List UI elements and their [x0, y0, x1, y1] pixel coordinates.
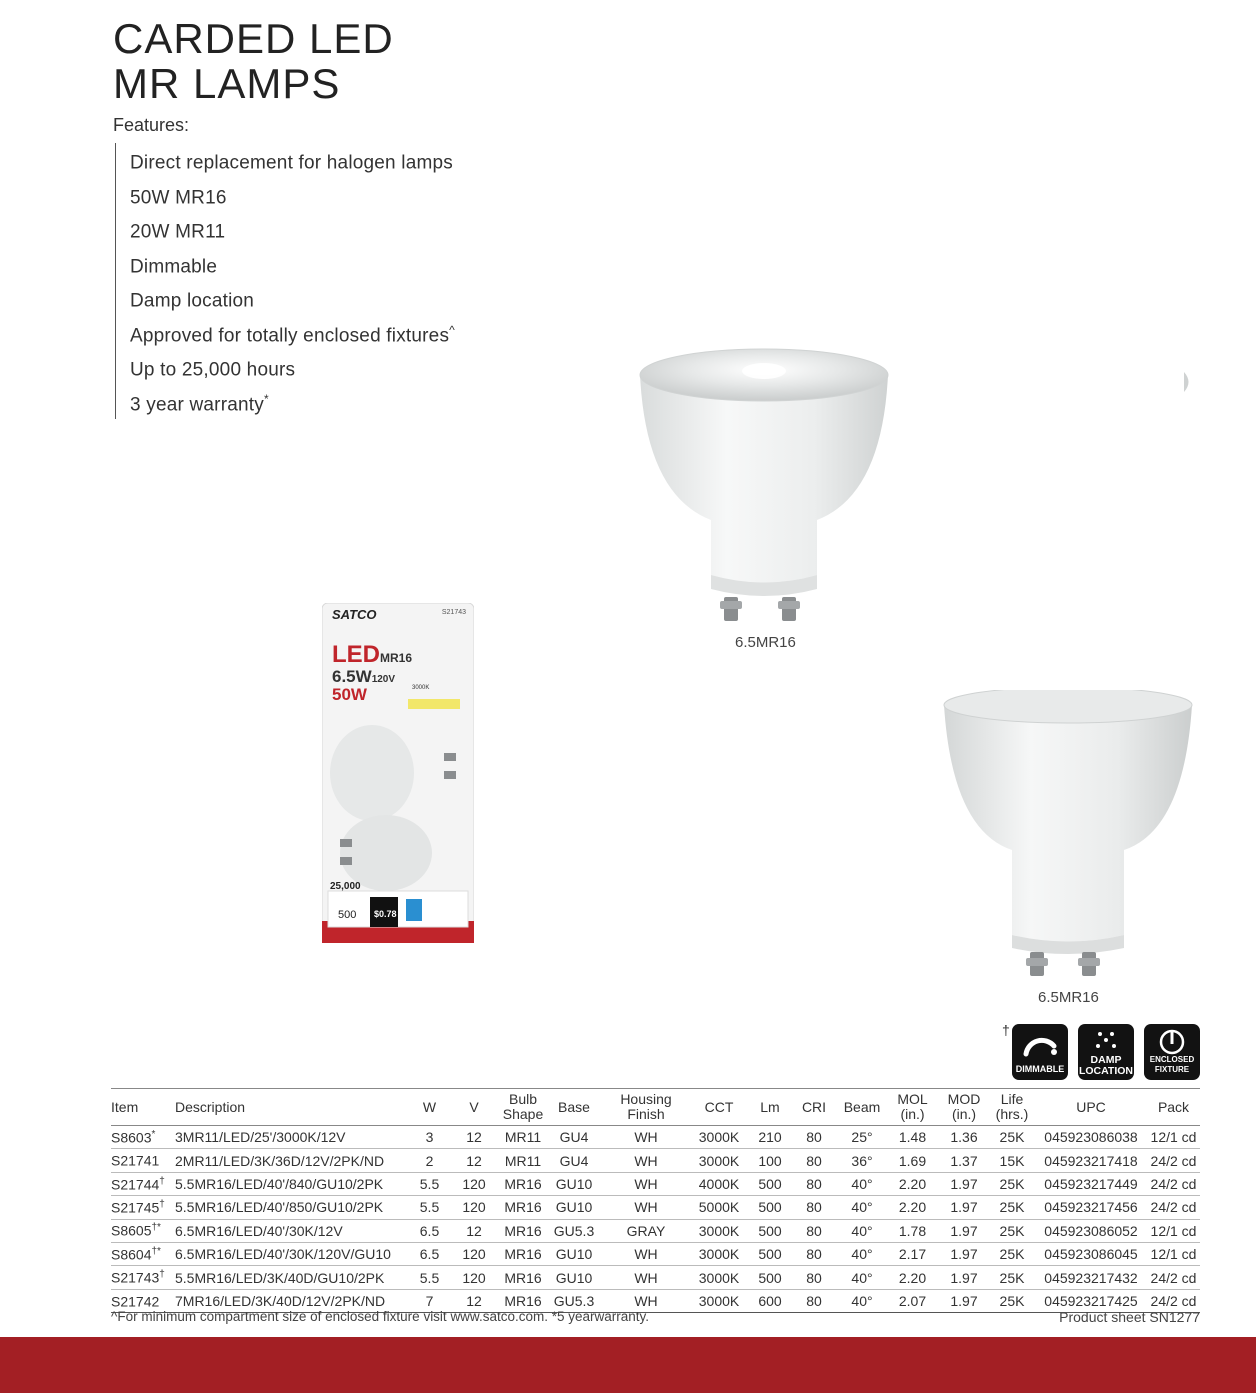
- cell-shape: MR11: [502, 1126, 544, 1149]
- cell-lm: 600: [750, 1289, 790, 1312]
- cell-w: 5.5: [413, 1196, 446, 1219]
- cell-finish: WH: [604, 1149, 688, 1172]
- table-row: [111, 1172, 1200, 1195]
- cell-beam: 40°: [838, 1266, 886, 1289]
- cell-pack: 24/2 cd: [1147, 1196, 1200, 1219]
- package-watts: 6.5W: [332, 667, 372, 686]
- cell-v: 12: [446, 1219, 502, 1242]
- feature-item: 50W MR16: [130, 186, 227, 208]
- cell-item: S21744†: [111, 1172, 175, 1195]
- feature-item: 20W MR11: [130, 221, 226, 243]
- cell-v: 120: [446, 1172, 502, 1195]
- col-cri: CRI: [790, 1089, 838, 1126]
- cell-item: S21743†: [111, 1266, 175, 1289]
- table-row: [111, 1266, 1200, 1289]
- feature-item: Direct replacement for halogen lamps: [130, 152, 453, 174]
- col-base: Base: [544, 1089, 604, 1126]
- cell-pack: 12/1 cd: [1147, 1126, 1200, 1149]
- cell-desc: 6.5MR16/LED/40'/30K/120V/GU10: [175, 1242, 413, 1265]
- col-w: W: [413, 1089, 446, 1126]
- col-lm: Lm: [750, 1089, 790, 1126]
- cell-cct: 5000K: [688, 1196, 750, 1219]
- footer-bar: [0, 1337, 1256, 1393]
- cell-cri: 80: [790, 1126, 838, 1149]
- cell-shape: MR16: [502, 1196, 544, 1219]
- cell-v: 12: [446, 1289, 502, 1312]
- cell-life: 25K: [989, 1126, 1035, 1149]
- package-hours: 25,000: [330, 881, 361, 892]
- cell-beam: 40°: [838, 1219, 886, 1242]
- cell-life: 25K: [989, 1289, 1035, 1312]
- spec-table: [111, 1088, 1200, 1313]
- cell-mod: 1.97: [939, 1172, 989, 1195]
- item-mark: †*: [151, 1222, 161, 1234]
- title-line-2: MR LAMPS: [113, 60, 341, 107]
- cell-cri: 80: [790, 1219, 838, 1242]
- cell-item: S8603*: [111, 1126, 175, 1149]
- lamp-caption-1: 6.5MR16: [735, 634, 796, 651]
- cell-shape: MR11: [502, 1149, 544, 1172]
- cell-mod: 1.36: [939, 1126, 989, 1149]
- enclosed-fixture-label: ENCLOSED FIXTURE: [1149, 1055, 1195, 1074]
- cell-pack: 24/2 cd: [1147, 1289, 1200, 1312]
- cell-cri: 80: [790, 1289, 838, 1312]
- enclosed-fixture-icon: [1144, 1024, 1200, 1080]
- dimmable-dagger: †: [1002, 1022, 1010, 1038]
- package-lumens: 500: [338, 909, 357, 921]
- package-cct: 3000K: [412, 685, 430, 691]
- cell-beam: 25°: [838, 1126, 886, 1149]
- cell-mol: 1.48: [886, 1126, 939, 1149]
- damp-location-icon: [1078, 1024, 1134, 1080]
- cell-cct: 3000K: [688, 1126, 750, 1149]
- cell-mol: 2.07: [886, 1289, 939, 1312]
- col-life: Life (hrs.): [989, 1089, 1035, 1126]
- cell-base: GU5.3: [544, 1219, 604, 1242]
- cell-v: 12: [446, 1126, 502, 1149]
- package-sku: S21743: [441, 609, 466, 616]
- cell-finish: WH: [604, 1196, 688, 1219]
- cell-upc: 045923217456: [1035, 1196, 1147, 1219]
- cell-upc: 045923217449: [1035, 1172, 1147, 1195]
- cell-mod: 1.37: [939, 1149, 989, 1172]
- cell-mod: 1.97: [939, 1219, 989, 1242]
- cell-desc: 3MR11/LED/25'/3000K/12V: [175, 1126, 413, 1149]
- cell-base: GU10: [544, 1266, 604, 1289]
- cell-finish: WH: [604, 1266, 688, 1289]
- cell-cct: 3000K: [688, 1242, 750, 1265]
- cell-lm: 500: [750, 1196, 790, 1219]
- cell-cct: 4000K: [688, 1172, 750, 1195]
- cell-cri: 80: [790, 1149, 838, 1172]
- cell-base: GU4: [544, 1126, 604, 1149]
- package-replacement: 50W: [332, 685, 367, 704]
- features-list: [115, 143, 455, 419]
- cell-desc: 2MR11/LED/3K/36D/12V/2PK/ND: [175, 1149, 413, 1172]
- cell-beam: 40°: [838, 1172, 886, 1195]
- item-mark: †: [159, 1199, 165, 1211]
- item-mark: *: [151, 1128, 156, 1140]
- cell-base: GU4: [544, 1149, 604, 1172]
- cell-pack: 24/2 cd: [1147, 1266, 1200, 1289]
- cell-finish: GRAY: [604, 1219, 688, 1242]
- cell-item: S21742: [111, 1289, 175, 1312]
- title-line-1: CARDED LED: [113, 15, 394, 62]
- cell-v: 120: [446, 1196, 502, 1219]
- feature-item: Approved for totally enclosed fixtures^: [130, 322, 455, 346]
- dimmable-label: DIMMABLE: [1015, 1064, 1065, 1074]
- cell-w: 6.5: [413, 1219, 446, 1242]
- carded-package-image: [322, 603, 474, 943]
- cell-lm: 210: [750, 1126, 790, 1149]
- cell-beam: 40°: [838, 1196, 886, 1219]
- item-mark: †: [159, 1175, 165, 1187]
- item-mark: †*: [151, 1245, 161, 1257]
- col-housing-finish: Housing Finish: [604, 1089, 688, 1126]
- cell-v: 120: [446, 1266, 502, 1289]
- table-row: [111, 1149, 1200, 1172]
- cell-pack: 24/2 cd: [1147, 1172, 1200, 1195]
- cell-item: S8604†*: [111, 1242, 175, 1265]
- feature-item: 3 year warranty*: [130, 391, 269, 416]
- cell-finish: WH: [604, 1242, 688, 1265]
- cell-base: GU10: [544, 1196, 604, 1219]
- cell-shape: MR16: [502, 1266, 544, 1289]
- cell-w: 7: [413, 1289, 446, 1312]
- table-row: [111, 1126, 1200, 1149]
- dimmable-icon: [1012, 1024, 1068, 1080]
- cell-life: 25K: [989, 1196, 1035, 1219]
- cell-mol: 1.78: [886, 1219, 939, 1242]
- cell-lm: 500: [750, 1242, 790, 1265]
- cell-pack: 24/2 cd: [1147, 1149, 1200, 1172]
- feature-item: Damp location: [130, 290, 255, 312]
- cell-desc: 5.5MR16/LED/40'/840/GU10/2PK: [175, 1172, 413, 1195]
- cell-base: GU10: [544, 1172, 604, 1195]
- cell-w: 6.5: [413, 1242, 446, 1265]
- cell-lm: 500: [750, 1172, 790, 1195]
- cell-w: 2: [413, 1149, 446, 1172]
- cell-cri: 80: [790, 1242, 838, 1265]
- table-row: [111, 1219, 1200, 1242]
- cell-cri: 80: [790, 1266, 838, 1289]
- cell-w: 5.5: [413, 1172, 446, 1195]
- col-cct: CCT: [688, 1089, 750, 1126]
- cell-shape: MR16: [502, 1289, 544, 1312]
- cell-desc: 5.5MR16/LED/3K/40D/GU10/2PK: [175, 1266, 413, 1289]
- cell-mol: 2.17: [886, 1242, 939, 1265]
- package-volts: 120V: [371, 674, 396, 685]
- cell-item: S8605†*: [111, 1219, 175, 1242]
- cell-upc: 045923217418: [1035, 1149, 1147, 1172]
- cell-desc: 5.5MR16/LED/40'/850/GU10/2PK: [175, 1196, 413, 1219]
- col-description: Description: [175, 1089, 413, 1126]
- cell-shape: MR16: [502, 1242, 544, 1265]
- col-pack: Pack: [1147, 1089, 1200, 1126]
- lamp-image-2: [940, 690, 1196, 980]
- cell-mol: 2.20: [886, 1196, 939, 1219]
- cell-lm: 500: [750, 1266, 790, 1289]
- package-shape: MR16: [380, 651, 413, 665]
- features-label: Features:: [113, 115, 190, 135]
- cell-item: S21745†: [111, 1196, 175, 1219]
- item-mark: †: [159, 1269, 165, 1281]
- edge-mark-icon: [1184, 370, 1194, 394]
- feature-item: Up to 25,000 hours: [130, 359, 296, 381]
- package-led-label: LED: [332, 641, 380, 668]
- cell-life: 25K: [989, 1172, 1035, 1195]
- cell-upc: 045923086052: [1035, 1219, 1147, 1242]
- cell-mod: 1.97: [939, 1266, 989, 1289]
- cell-base: GU10: [544, 1242, 604, 1265]
- col-upc: UPC: [1035, 1089, 1147, 1126]
- cell-v: 12: [446, 1149, 502, 1172]
- col-v: V: [446, 1089, 502, 1126]
- cell-finish: WH: [604, 1289, 688, 1312]
- cell-w: 3: [413, 1126, 446, 1149]
- cell-finish: WH: [604, 1172, 688, 1195]
- cell-cri: 80: [790, 1172, 838, 1195]
- cell-desc: 7MR16/LED/3K/40D/12V/2PK/ND: [175, 1289, 413, 1312]
- lamp-image-1: [636, 345, 892, 625]
- cell-beam: 40°: [838, 1289, 886, 1312]
- cell-mod: 1.97: [939, 1289, 989, 1312]
- cell-w: 5.5: [413, 1266, 446, 1289]
- cell-mod: 1.97: [939, 1196, 989, 1219]
- table-row: [111, 1242, 1200, 1265]
- cell-pack: 12/1 cd: [1147, 1219, 1200, 1242]
- cell-item: S21741: [111, 1149, 175, 1172]
- feature-item: Dimmable: [130, 255, 218, 277]
- col-bulb-shape: Bulb Shape: [502, 1089, 544, 1126]
- col-mod: MOD (in.): [939, 1089, 989, 1126]
- cell-mol: 2.20: [886, 1172, 939, 1195]
- package-cost: $0.78: [374, 909, 397, 919]
- cell-cri: 80: [790, 1196, 838, 1219]
- cell-cct: 3000K: [688, 1266, 750, 1289]
- package-brand: SATCO: [332, 607, 377, 622]
- cell-shape: MR16: [502, 1172, 544, 1195]
- cell-mol: 1.69: [886, 1149, 939, 1172]
- cell-beam: 36°: [838, 1149, 886, 1172]
- cell-upc: 045923217432: [1035, 1266, 1147, 1289]
- cell-life: 25K: [989, 1242, 1035, 1265]
- cell-shape: MR16: [502, 1219, 544, 1242]
- cell-finish: WH: [604, 1126, 688, 1149]
- cell-cct: 3000K: [688, 1289, 750, 1312]
- col-item: Item: [111, 1089, 175, 1126]
- cell-mol: 2.20: [886, 1266, 939, 1289]
- col-mol: MOL (in.): [886, 1089, 939, 1126]
- cell-life: 15K: [989, 1149, 1035, 1172]
- cell-cct: 3000K: [688, 1219, 750, 1242]
- page-title: [113, 16, 394, 106]
- cell-desc: 6.5MR16/LED/40'/30K/12V: [175, 1219, 413, 1242]
- cell-pack: 12/1 cd: [1147, 1242, 1200, 1265]
- cell-beam: 40°: [838, 1242, 886, 1265]
- cell-upc: 045923086045: [1035, 1242, 1147, 1265]
- cell-mod: 1.97: [939, 1242, 989, 1265]
- cell-life: 25K: [989, 1266, 1035, 1289]
- cell-upc: 045923217425: [1035, 1289, 1147, 1312]
- col-beam: Beam: [838, 1089, 886, 1126]
- cell-lm: 100: [750, 1149, 790, 1172]
- cell-upc: 045923086038: [1035, 1126, 1147, 1149]
- product-sheet-number: Product sheet SN1277: [1059, 1309, 1200, 1325]
- lamp-caption-2: 6.5MR16: [1038, 989, 1099, 1006]
- damp-location-label: DAMP LOCATION: [1078, 1054, 1134, 1077]
- footnote: ^For minimum compartment size of enclosed fixture visit www.satco.com. *5 yearwarranty.: [111, 1309, 650, 1324]
- cell-cct: 3000K: [688, 1149, 750, 1172]
- table-header-row: [111, 1089, 1200, 1126]
- cell-base: GU5.3: [544, 1289, 604, 1312]
- table-row: [111, 1196, 1200, 1219]
- cell-lm: 500: [750, 1219, 790, 1242]
- cell-v: 120: [446, 1242, 502, 1265]
- cell-life: 25K: [989, 1219, 1035, 1242]
